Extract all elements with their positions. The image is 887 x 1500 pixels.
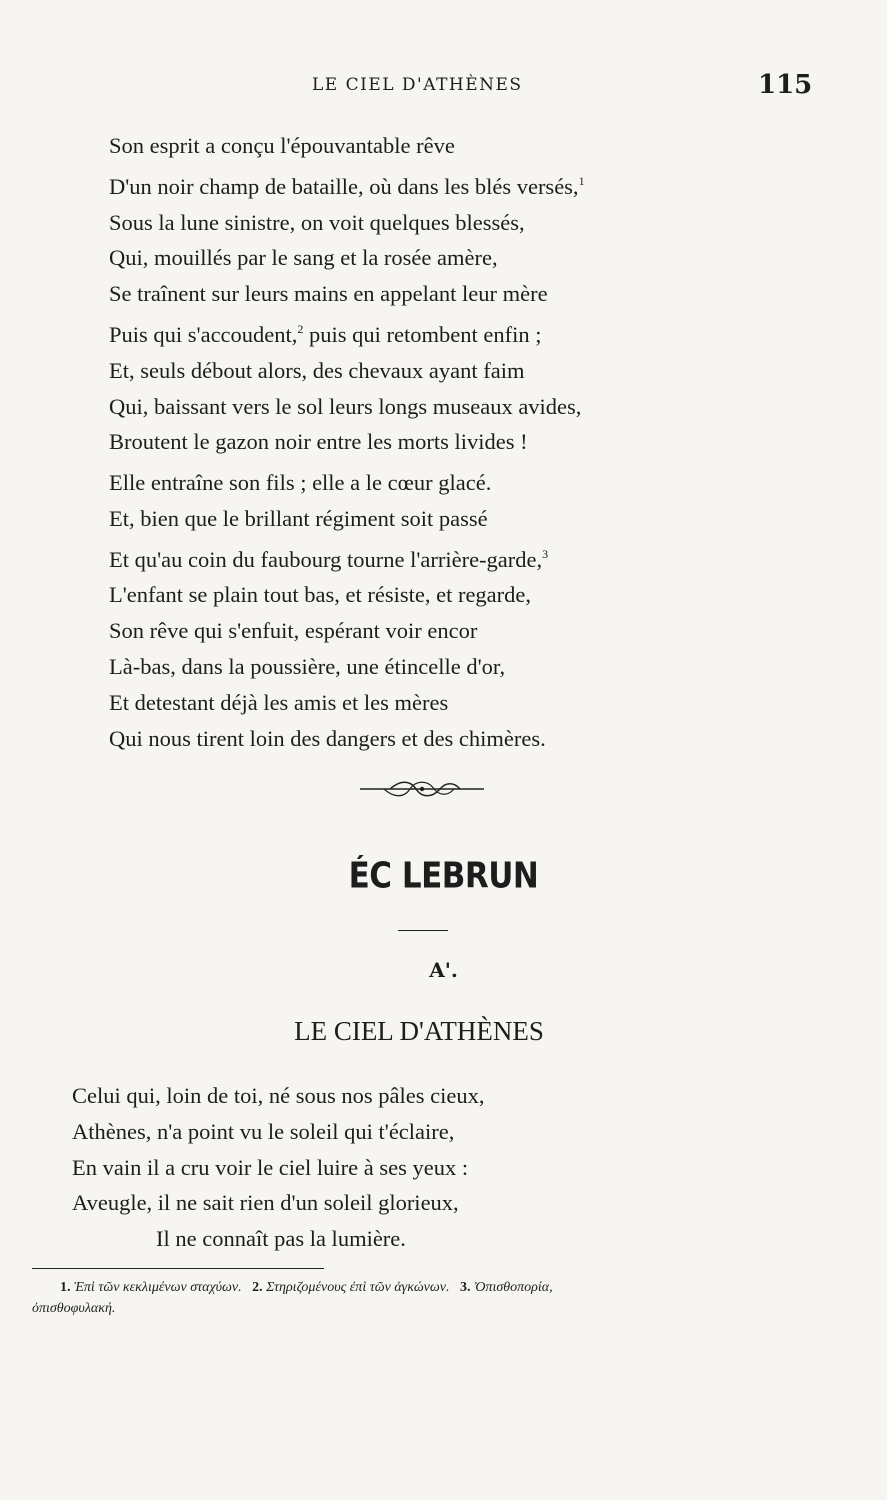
footnote-text: Ὀπισθοπορία, [474,1280,553,1295]
verse-line: Qui nous tirent loin des dangers et des chimères. [109,725,546,751]
verse-line: Qui, mouillés par le sang et la rosée amère, [109,245,498,271]
poem-title: LE CIEL D'ATHÈNES [294,1016,544,1046]
verse-line: Athènes, n'a point vu le soleil qui t'éclaire, [72,1118,455,1144]
verse-line: Elle entraîne son fils ; elle a le cœur glacé. [109,470,492,495]
verse-line: Et, bien que le brillant régiment soit passé [109,505,488,531]
footnote-rule [32,1268,324,1269]
title-rule [398,930,448,931]
section-author-title: ÉC LEBRUN [348,855,539,897]
footnote-text: Στηριζομένους ἐπὶ τῶν ἀγκώνων. [266,1280,450,1295]
verse-line: Il ne connaît pas la lumière. [156,1226,406,1252]
footnote-number: 3. [460,1280,471,1295]
stanza-1 [109,128,585,460]
footnote-marker: 2 [297,321,304,336]
verse-line: Son rêve qui s'enfuit, espérant voir encor [109,618,478,644]
verse-line: Se traînent sur leurs mains en appelant leur mère [109,281,548,307]
verse-line: En vain il a cru voir le ciel luire à ses yeux : [72,1154,469,1180]
footnote-marker: 3 [542,546,549,561]
footnote-marker: 1 [578,173,585,188]
verse-line: Aveugle, il ne sait rien d'un soleil glorieux, [72,1190,459,1216]
footnotes [60,1276,805,1300]
verse-line: Et detestant déjà les amis et les mères [109,689,449,715]
footnote-text: Ἐπὶ τῶν κεκλιμένων σταχύων. [74,1280,242,1295]
verse-line: Et qu'au coin du faubourg tourne l'arrière-garde,$^3$ [109,546,549,572]
footnote-number: 2. [252,1280,263,1295]
footnote-text-continued: ὀπισθοφυλακή. [32,1301,116,1316]
verse-line: D'un noir champ de bataille, où dans les blés versés,$^1$ [109,173,585,199]
verse-line: Son esprit a conçu l'épouvantable rêve [109,133,455,158]
running-head: LE CIEL D'ATHÈNES [312,75,523,95]
stanza-3 [72,1078,484,1257]
verse-line: L'enfant se plain tout bas, et résiste, et regarde, [109,582,532,608]
stanza-2 [109,465,548,756]
page-number: 115 [758,70,813,100]
part-label: A'. [429,958,458,982]
verse-line: Et, seuls débout alors, des chevaux ayant faim [109,357,525,383]
verse-line: Broutent le gazon noir entre les morts livides ! [109,429,528,455]
verse-line: Puis qui s'accoudent,$^2$ puis qui retombent enfin ; [109,321,542,347]
ornament-divider [360,778,484,800]
verse-line: Là-bas, dans la poussière, une étincelle d'or, [109,653,506,679]
footnote-number: 1. [60,1280,71,1295]
verse-line: Sous la lune sinistre, on voit quelques blessés, [109,209,525,235]
verse-line: Qui, baissant vers le sol leurs longs museaux avides, [109,393,582,419]
verse-line: Celui qui, loin de toi, né sous nos pâles cieux, [72,1083,485,1108]
